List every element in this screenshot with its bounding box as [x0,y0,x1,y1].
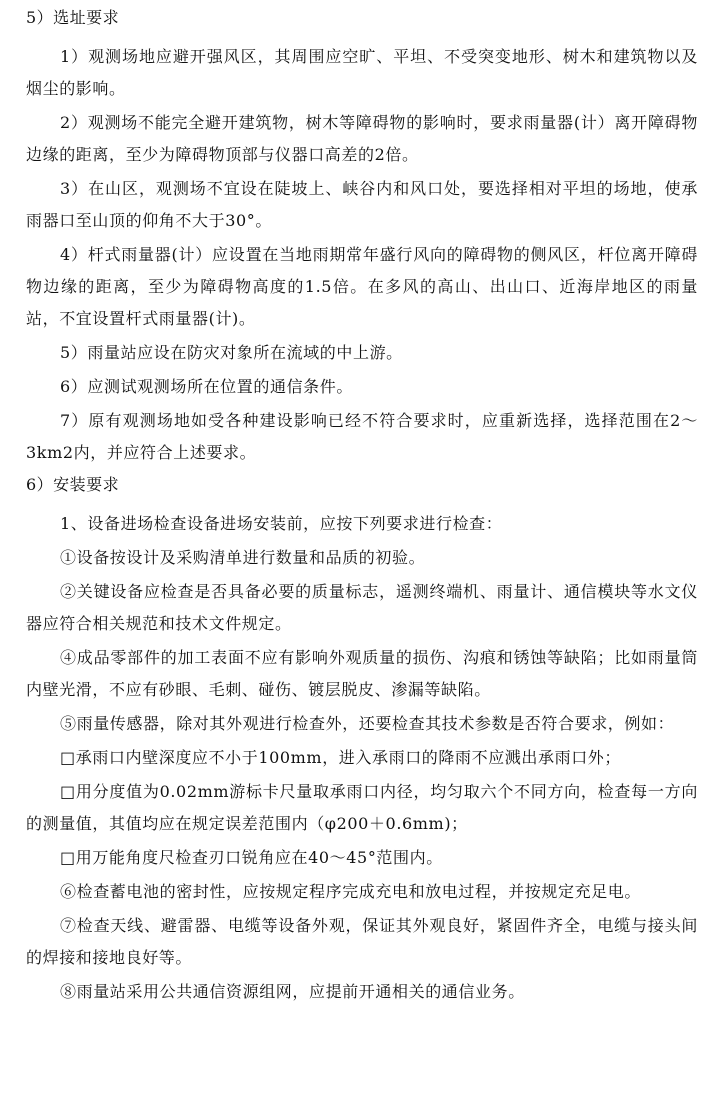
paragraph: □用万能角度尺检查刃口锐角应在40～45°范围内。 [60,848,443,867]
paragraph: 3）在山区，观测场不宜设在陡坡上、峡谷内和风口处，要选择相对平坦的场地，使承雨器口至山顶的仰角不大于30°。 [26,179,698,230]
paragraph: ⑦检查天线、避雷器、电缆等设备外观，保证其外观良好，紧固件齐全，电缆与接头间的焊接和接地良好等。 [26,916,698,967]
paragraph: ④成品零部件的加工表面不应有影响外观质量的损伤、沟痕和锈蚀等缺陷；比如雨量筒内壁光滑，不应有砂眼、毛刺、碰伤、镀层脱皮、渗漏等缺陷。 [26,648,698,699]
paragraph: ⑧雨量站采用公共通信资源组网，应提前开通相关的通信业务。 [60,982,525,1001]
paragraph: 4）杆式雨量器(计）应设置在当地雨期常年盛行风向的障碍物的侧风区，杆位离开障碍物边缘的距离，至少为障碍物高度的1.5倍。在多风的高山、出山口、近海岸地区的雨量站，不宜设置杆式雨量器(计)。 [26,245,698,328]
paragraph: ②关键设备应检查是否具备必要的质量标志，遥测终端机、雨量计、通信模块等水文仪器应符合相关规范和技术文件规定。 [26,582,698,633]
paragraph: 2）观测场不能完全避开建筑物，树木等障碍物的影响时，要求雨量器(计）离开障碍物边缘的距离，至少为障碍物顶部与仪器口高差的2倍。 [26,113,698,164]
paragraph: ⑤雨量传感器，除对其外观进行检查外，还要检查其技术参数是否符合要求，例如： [60,714,675,733]
paragraph: ①设备按设计及采购清单进行数量和品质的初验。 [60,548,426,567]
paragraph: □用分度值为0.02mm游标卡尺量取承雨口内径，均匀取六个不同方向，检查每一方向的测量值，其值均应在规定误差范围内（φ200＋0.6mm)； [26,782,698,833]
paragraph: 1、设备进场检查设备进场安装前，应按下列要求进行检查： [60,514,503,533]
paragraph: 1）观测场地应避开强风区，其周围应空旷、平坦、不受突变地形、树木和建筑物以及烟尘的影响。 [26,47,698,98]
section-heading-installation: 6）安装要求 [26,475,120,494]
paragraph: 6）应测试观测场所在位置的通信条件。 [60,377,353,396]
paragraph: ⑥检查蓄电池的密封性，应按规定程序完成充电和放电过程，并按规定充足电。 [60,882,642,901]
paragraph: 5）雨量站应设在防灾对象所在流域的中上游。 [60,343,403,362]
paragraph: 7）原有观测场地如受各种建设影响已经不符合要求时，应重新选择，选择范围在2～3km2内，并应符合上述要求。 [26,411,698,462]
section-heading-siting: 5）选址要求 [26,8,120,27]
paragraph: □承雨口内壁深度应不小于100mm，进入承雨口的降雨不应溅出承雨口外； [60,748,622,767]
